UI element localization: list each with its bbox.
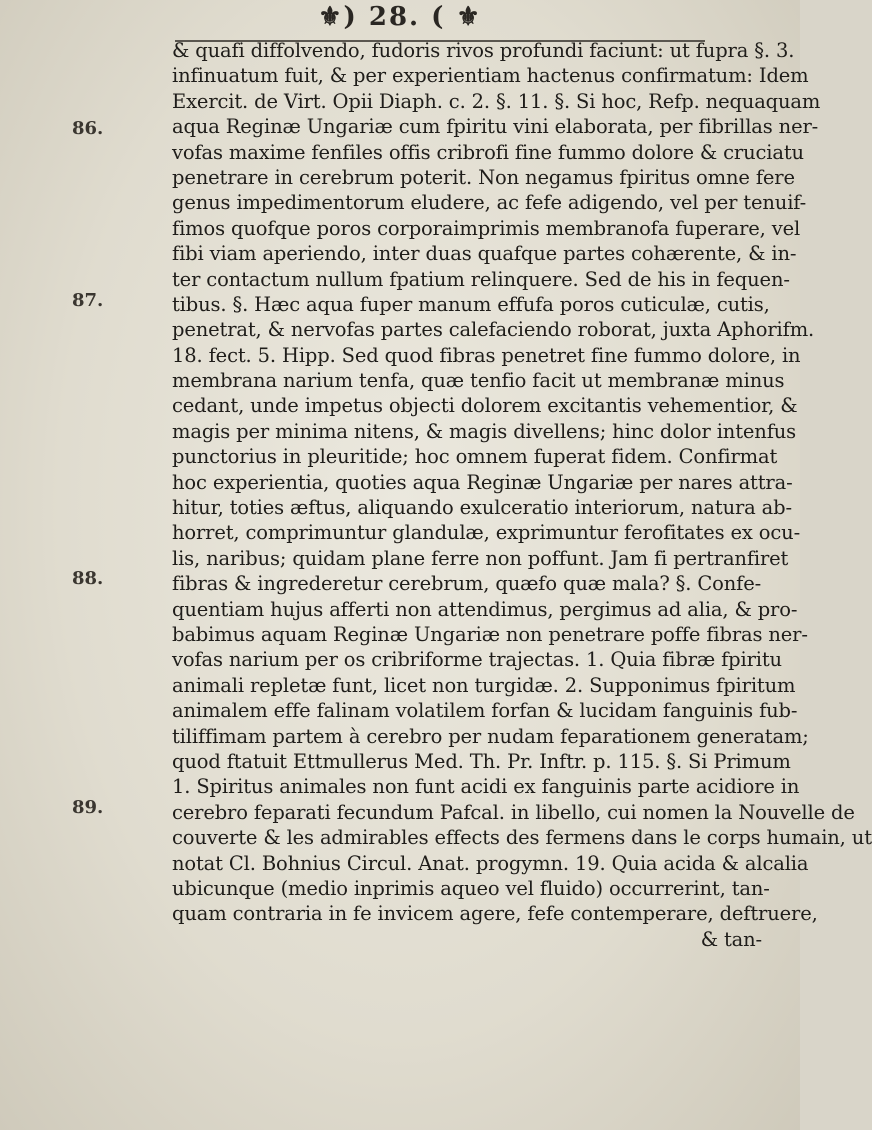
text-line: membrana narium tenfa, quæ tenfio facit ut membranæ minus <box>172 369 785 393</box>
text-line: notat Cl. Bohnius Circul. Anat. progymn. 19. Quia acida & alcalia <box>172 851 809 875</box>
text-line: fibi viam aperiendo, inter duas quafque partes cohærente, & in- <box>172 242 797 266</box>
text-line: vofas narium per os cribriforme trajectas. 1. Quia fibræ fpiritu <box>172 648 782 672</box>
text-line: penetrat, & nervofas partes calefaciendo roborat, juxta Aphorifm. <box>172 318 815 342</box>
text-line: & quafi diffolvendo, fudoris rivos profundi faciunt: ut fupra §. 3. <box>172 39 795 62</box>
text-line: quod ftatuit Ettmullerus Med. Th. Pr. Inftr. p. 115. §. Si Primum <box>172 749 791 773</box>
text-line: vofas maxime fenfiles offis cribrofi fine fummo dolore & cruciatu <box>172 140 804 164</box>
text-line: tiliffimam partem à cerebro per nudam feparationem generatam; <box>172 724 809 748</box>
text-line: punctorius in pleuritide; hoc omnem fuperat fidem. Confirmat <box>172 445 778 469</box>
text-line: penetrare in cerebrum poterit. Non negamus fpiritus omne fere <box>172 165 795 189</box>
text-line: animalem effe falinam volatilem forfan & lucidam fanguinis fub- <box>172 699 798 723</box>
margin-number-86: 86. <box>72 118 104 139</box>
text-line: Exercit. de Virt. Opii Diaph. c. 2. §. 11. §. Si hoc, Refp. nequaquam <box>172 89 821 113</box>
text-line: genus impedimentorum eludere, ac fefe adigendo, vel per tenuif- <box>172 191 807 215</box>
margin-number-88: 88. <box>72 568 104 589</box>
text-line: lis, naribus; quidam plane ferre non poffunt. Jam fi pertranfiret <box>172 546 789 570</box>
page-header: ⚜) 28. ( ⚜ <box>318 2 482 32</box>
body-text <box>172 38 872 952</box>
text-line: aqua Reginæ Ungariæ cum fpiritu vini elaborata, per fibrillas ner- <box>172 115 819 139</box>
text-line: horret, comprimuntur glandulæ, exprimuntur ferofitates ex ocu- <box>172 521 801 545</box>
text-line: ter contactum nullum fpatium relinquere. Sed de his in fequen- <box>172 267 790 291</box>
text-line: magis per minima nitens, & magis divellens; hinc dolor intenfus <box>172 419 797 443</box>
text-line: tibus. §. Hæc aqua fuper manum effufa poros cuticulæ, cutis, <box>172 292 770 316</box>
text-line: couverte & les admirables effects des fermens dans le corps humain, ut <box>172 826 872 850</box>
text-line: & tan- <box>700 927 762 951</box>
text-line: fibras & ingrederetur cerebrum, quæfo quæ mala? §. Confe- <box>172 572 762 596</box>
margin-number-87: 87. <box>72 290 104 311</box>
margin-number-89: 89. <box>72 797 104 818</box>
text-line: fimos quofque poros corporaimprimis membranofa fuperare, vel <box>172 216 801 240</box>
text-line: animali repletæ funt, licet non turgidæ. 2. Supponimus fpiritum <box>172 673 796 697</box>
text-line: hoc experientia, quoties aqua Reginæ Ungariæ per nares attra- <box>172 470 793 494</box>
text-line: babimus aquam Reginæ Ungariæ non penetrare poffe fibras ner- <box>172 622 808 646</box>
text-line: infinuatum fuit, & per experientiam hactenus confirmatum: Idem <box>172 64 809 88</box>
text-line: hitur, toties æftus, aliquando exulceratio interiorum, natura ab- <box>172 496 792 520</box>
text-line: quam contraria in fe invicem agere, fefe contemperare, deftruere, <box>172 902 818 926</box>
text-line: cedant, unde impetus objecti dolorem excitantis vehementior, & <box>172 394 798 418</box>
text-line: cerebro feparati fecundum Pafcal. in libello, cui nomen la Nouvelle de <box>172 800 855 824</box>
text-line: quentiam hujus afferti non attendimus, pergimus ad alia, & pro- <box>172 597 798 621</box>
text-line: ubicunque (medio inprimis aqueo vel fluido) occurrerint, tan- <box>172 876 770 900</box>
text-line: 18. fect. 5. Hipp. Sed quod fibras penetret fine fummo dolore, in <box>172 343 801 367</box>
text-line: 1. Spiritus animales non funt acidi ex fanguinis parte acidiore in <box>172 775 800 799</box>
